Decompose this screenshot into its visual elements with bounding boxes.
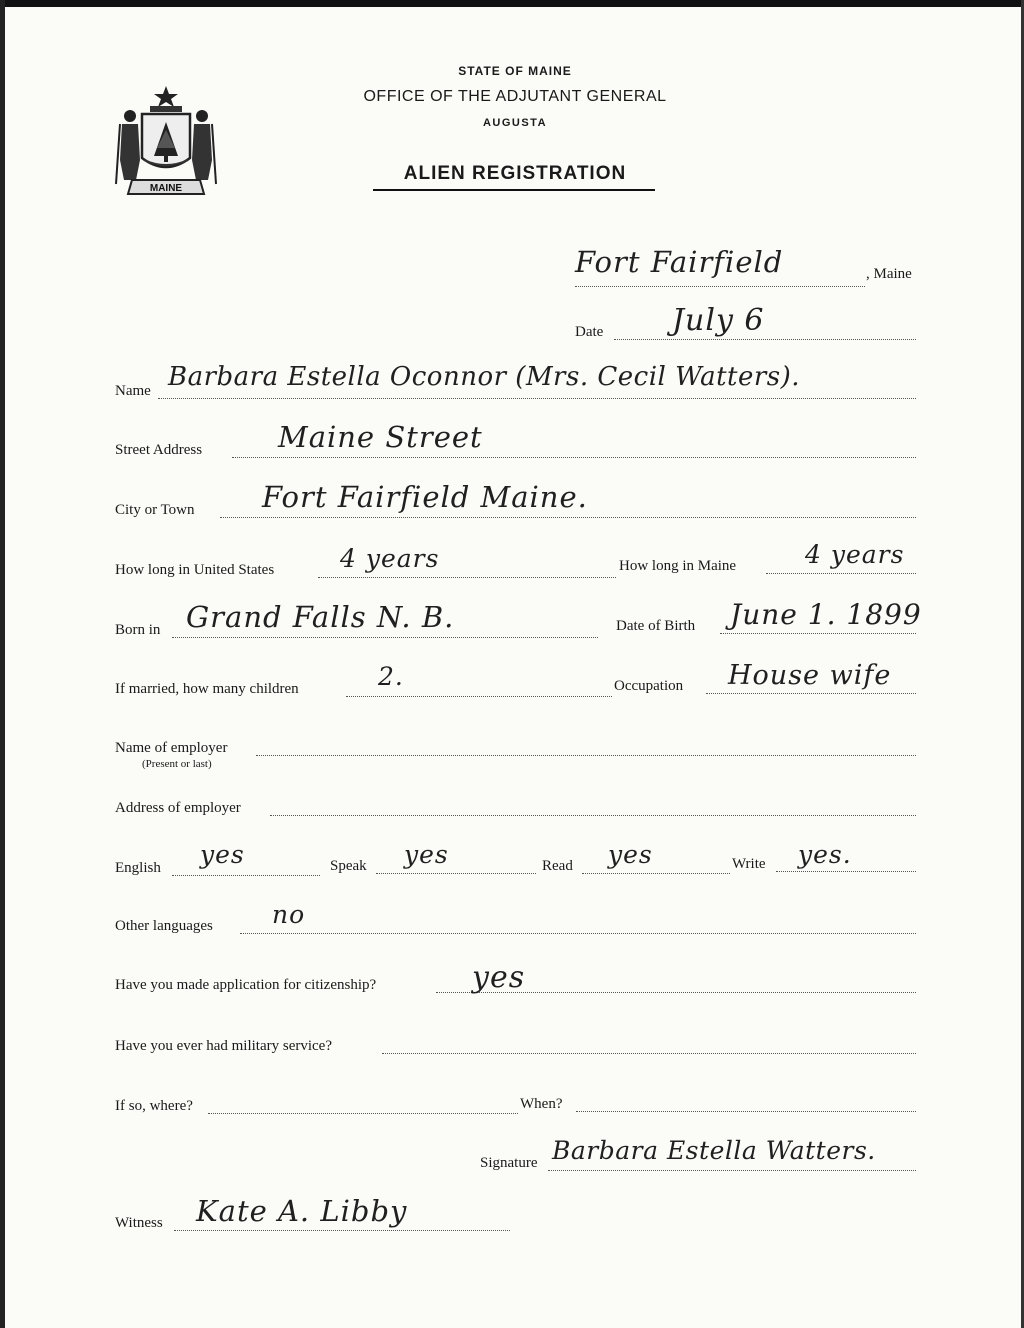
place-value: Fort Fairfield xyxy=(575,245,784,279)
born-in-value: Grand Falls N. B. xyxy=(186,600,455,634)
children-value: 2. xyxy=(378,662,404,691)
city-value: Fort Fairfield Maine. xyxy=(262,480,588,514)
citizenship-value: yes xyxy=(472,960,526,995)
dob-value: June 1. 1899 xyxy=(730,598,922,631)
occupation-value: House wife xyxy=(728,660,892,691)
speak-value: yes xyxy=(404,840,449,869)
signature-line xyxy=(548,1170,916,1171)
born-in-line xyxy=(172,637,598,638)
us-duration-label: How long in United States xyxy=(115,562,275,578)
english-label: English xyxy=(115,860,161,876)
read-value: yes xyxy=(608,840,653,869)
signature-label: Signature xyxy=(480,1155,538,1171)
date-label: Date xyxy=(575,324,604,340)
employer-name-line xyxy=(256,755,916,756)
street-line xyxy=(232,457,916,458)
born-in-label: Born in xyxy=(115,622,161,638)
date-line xyxy=(614,339,916,340)
children-label: If married, how many children xyxy=(115,681,299,697)
occupation-label: Occupation xyxy=(614,678,684,694)
write-value: yes. xyxy=(798,840,852,869)
write-label: Write xyxy=(732,856,766,872)
dob-line xyxy=(720,633,916,634)
where-label: If so, where? xyxy=(115,1098,193,1114)
dob-label: Date of Birth xyxy=(616,618,696,634)
city-label: City or Town xyxy=(115,502,195,518)
maine-duration-value: 4 years xyxy=(805,540,905,569)
name-label: Name xyxy=(115,383,151,399)
place-line xyxy=(575,286,865,287)
employer-address-label: Address of employer xyxy=(115,800,241,816)
when-line xyxy=(576,1111,916,1112)
scan-border-top xyxy=(0,0,1024,7)
scan-border-left xyxy=(0,0,5,1328)
form-title: ALIEN REGISTRATION xyxy=(403,163,627,184)
name-line xyxy=(158,398,916,399)
military-label: Have you ever had military service? xyxy=(115,1038,332,1054)
us-duration-line xyxy=(318,577,616,578)
occupation-line xyxy=(706,693,916,694)
citizenship-label: Have you made application for citizenship? xyxy=(115,977,377,993)
street-value: Maine Street xyxy=(278,420,483,454)
title-underline xyxy=(373,189,655,191)
english-line xyxy=(172,875,320,876)
employer-name-sublabel: (Present or last) xyxy=(142,758,212,770)
other-languages-value: no xyxy=(272,900,306,929)
street-label: Street Address xyxy=(115,442,203,458)
employer-name-label: Name of employer xyxy=(115,740,228,756)
header-city: AUGUSTA xyxy=(482,117,548,129)
header-state: STATE OF MAINE xyxy=(458,64,572,78)
city-line xyxy=(220,517,916,518)
place-suffix: , Maine xyxy=(866,266,912,282)
speak-line xyxy=(376,873,536,874)
read-label: Read xyxy=(542,858,573,874)
military-line xyxy=(382,1053,916,1054)
witness-line xyxy=(174,1230,510,1231)
seal-ribbon-text: MAINE xyxy=(149,183,183,194)
date-value: July 6 xyxy=(672,303,765,338)
other-languages-label: Other languages xyxy=(115,918,213,934)
maine-duration-label: How long in Maine xyxy=(619,558,737,574)
name-value: Barbara Estella Oconnor (Mrs. Cecil Watters). xyxy=(168,362,801,392)
english-value: yes xyxy=(200,840,245,869)
read-line xyxy=(582,873,730,874)
signature-value: Barbara Estella Watters. xyxy=(552,1136,876,1165)
us-duration-value: 4 years xyxy=(340,544,440,573)
employer-address-line xyxy=(270,815,916,816)
maine-state-seal-icon xyxy=(112,80,220,198)
children-line xyxy=(346,696,612,697)
write-line xyxy=(776,871,916,872)
where-line xyxy=(208,1113,518,1114)
header-office: OFFICE OF THE ADJUTANT GENERAL xyxy=(363,88,667,105)
maine-duration-line xyxy=(766,573,916,574)
witness-value: Kate A. Libby xyxy=(196,1194,408,1228)
when-label: When? xyxy=(520,1096,563,1112)
speak-label: Speak xyxy=(330,858,367,874)
witness-label: Witness xyxy=(115,1215,163,1231)
other-languages-line xyxy=(240,933,916,934)
